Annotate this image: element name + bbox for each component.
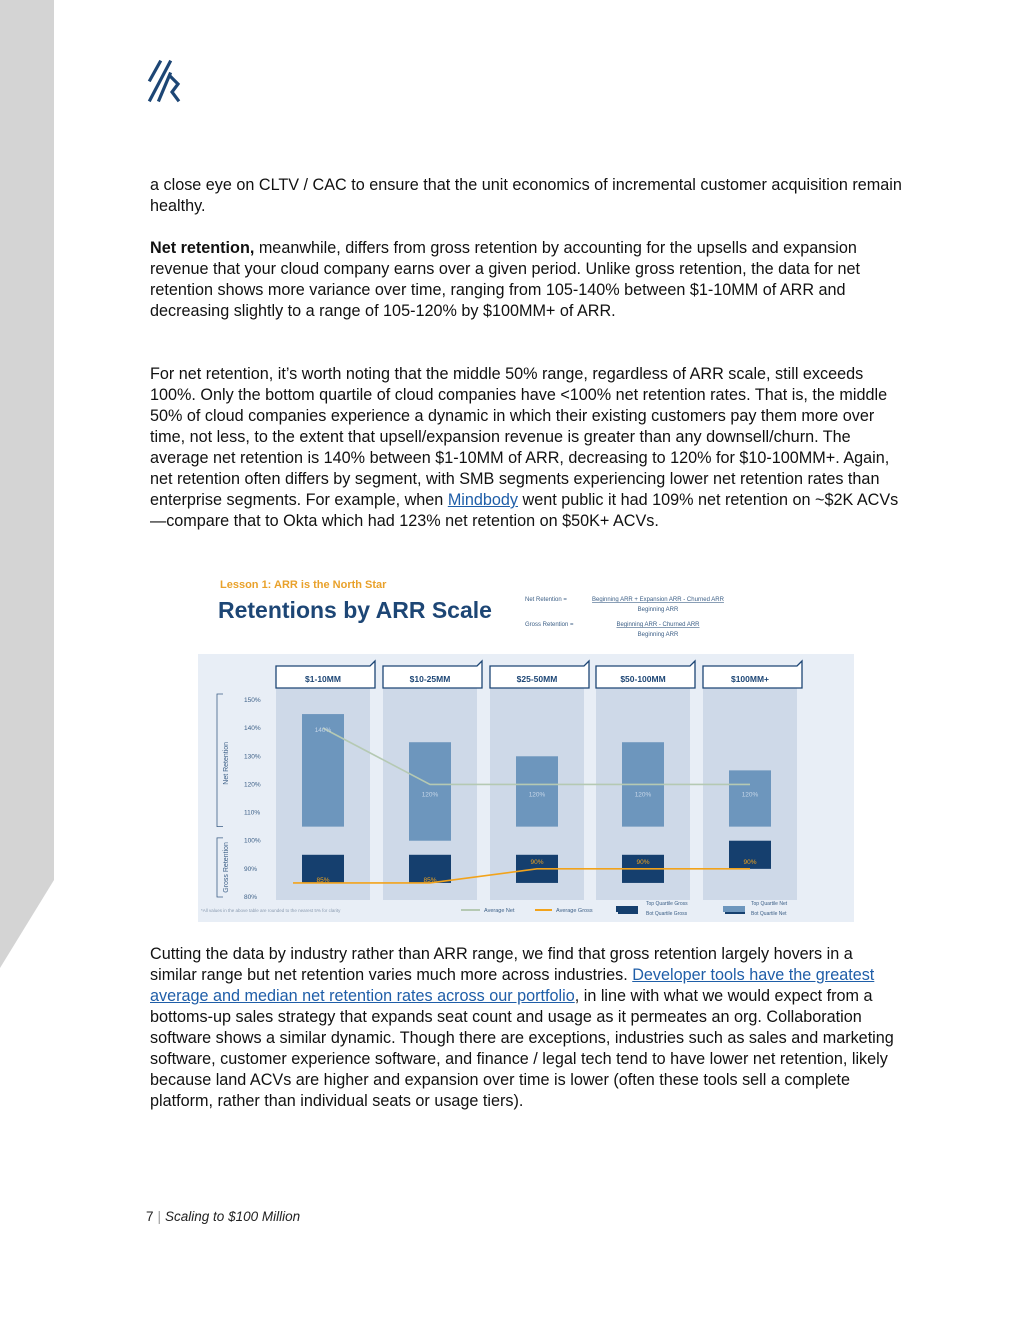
chart-lesson-label: Lesson 1: ARR is the North Star [220,579,387,591]
average-gross-data-label: 85% [423,876,437,884]
chart-category-label: $100MM+ [730,674,770,684]
legend-bot-quartile-gross: Bot Quartile Gross [646,911,688,917]
chart-title: Retentions by ARR Scale [218,597,492,623]
legend-top-quartile-gross: Top Quartile Gross [646,901,688,907]
legend-net-quartile-swatch [723,906,745,912]
gross-formula-numerator: Beginning ARR - Churned ARR [616,622,700,628]
chart-category-label: $10-25MM [409,674,451,684]
footer-title: Scaling to $100 Million [165,1209,301,1224]
net-retention-term: Net retention, [150,239,255,257]
net-formula-label: Net Retention = [525,597,567,603]
chart-footnote: *All values in the above table are rounded to the nearest 5% for clarity [201,908,341,913]
gross-formula-denominator: Beginning ARR [637,632,679,638]
net-retention-axis-label: Net Retention [223,741,230,785]
average-gross-data-label: 90% [743,858,757,866]
gross-formula-label: Gross Retention = [525,622,574,628]
page-footer [146,1209,300,1224]
company-logo-icon [146,58,186,104]
legend-average-net: Average Net [484,908,515,914]
decorative-side-bar [0,0,54,1320]
paragraph-industry [150,944,902,1112]
page-number: 7 [146,1209,154,1224]
chart-category-label: $50-100MM [620,674,666,684]
legend-average-gross: Average Gross [556,908,593,914]
net-formula-denominator: Beginning ARR [637,607,679,613]
average-gross-data-label: 90% [636,858,650,866]
net-formula-numerator: Beginning ARR + Expansion ARR - Churned ARR [592,597,724,603]
net-retention-definition: meanwhile, differs from gross retention by accounting for the upsells and expansion revenue that your cloud company earns over a given period. Unlike gross retention, the data for net retention shows more variance over time, ranging from 105-140% between $1-10MM of ARR and decreasing slightly to a range of 105-120% by $100MM+ of ARR. [150,239,860,320]
y-axis-tick-label: 130% [244,753,261,761]
paragraph-middle-50 [150,364,902,532]
y-axis-tick-label: 100% [244,837,261,845]
retentions-chart [198,572,854,922]
gross-retention-axis-label: Gross Retention [223,842,230,893]
legend-bot-quartile-net: Bot Quartile Net [751,911,787,917]
average-net-data-label: 120% [528,791,546,799]
paragraph-industry-text-end: , in line with what we would expect from a bottoms-up sales strategy that expands seat count and usage as it permeates an org. Collaboration software shows a similar dynamic. Though there are exceptions, industries such as sales and marketing software, customer experience software, and finance / legal tech tend to have lower net retention, likely because land ACVs are higher and expansion over time is lower (often these tools sell a complete platform, rather than individual seats or usage tiers). [150,987,894,1110]
paragraph-middle-50-text: For net retention, it’s worth noting that the middle 50% range, regardless of ARR scale, still exceeds 100%. Only the bottom quartile of cloud companies have <100% net retention rates. That is, the middle 50% of cloud companies experience a dynamic in which their existing customers pay them more over time, not less, to the extent that upsell/expansion revenue is greater than any downsell/churn. The average net retention is 140% between $1-10MM of ARR, decreasing to 120% for $10-100MM+. Again, net retention often differs by segment, with SMB segments experiencing lower net retention rates than enterprise segments. For example, when [150,365,890,509]
legend-gross-quartile-swatch [616,906,638,912]
y-axis-tick-label: 80% [244,894,258,901]
y-axis-tick-label: 150% [244,697,261,704]
chart-category-label: $1-10MM [305,674,341,684]
y-axis-tick-label: 120% [244,781,261,789]
legend-top-quartile-net: Top Quartile Net [751,901,788,907]
average-gross-data-label: 90% [530,858,544,866]
paragraph-net-retention [150,238,902,322]
average-net-data-label: 120% [741,791,759,799]
average-gross-data-label: 85% [316,876,330,884]
developer-tools-link[interactable]: Developer tools have the greatest average and median net retention rates across our portfolio [150,966,875,1005]
mindbody-link[interactable]: Mindbody [447,491,519,509]
paragraph-cltv: a close eye on CLTV / CAC to ensure that the unit economics of incremental customer acquisition remain healthy. [150,176,902,215]
average-net-data-label: 140% [314,727,332,735]
y-axis-tick-label: 90% [244,865,258,873]
paragraph-middle-50-text-end: went public it had 109% net retention on ~$2K ACVs—compare that to Okta which had 123% net retention on $50K+ ACVs. [150,491,899,530]
footer-separator: | [157,1209,162,1224]
paragraph-industry-text: Cutting the data by industry rather than ARR range, we find that gross retention largely hovers in a similar range but net retention varies much more across industries. [150,945,853,984]
y-axis-tick-label: 140% [244,725,261,733]
chart-category-label: $25-50MM [516,674,558,684]
average-net-data-label: 120% [421,791,439,799]
average-net-data-label: 120% [634,791,652,799]
y-axis-tick-label: 110% [244,809,261,817]
net-retention-bar [729,770,771,826]
